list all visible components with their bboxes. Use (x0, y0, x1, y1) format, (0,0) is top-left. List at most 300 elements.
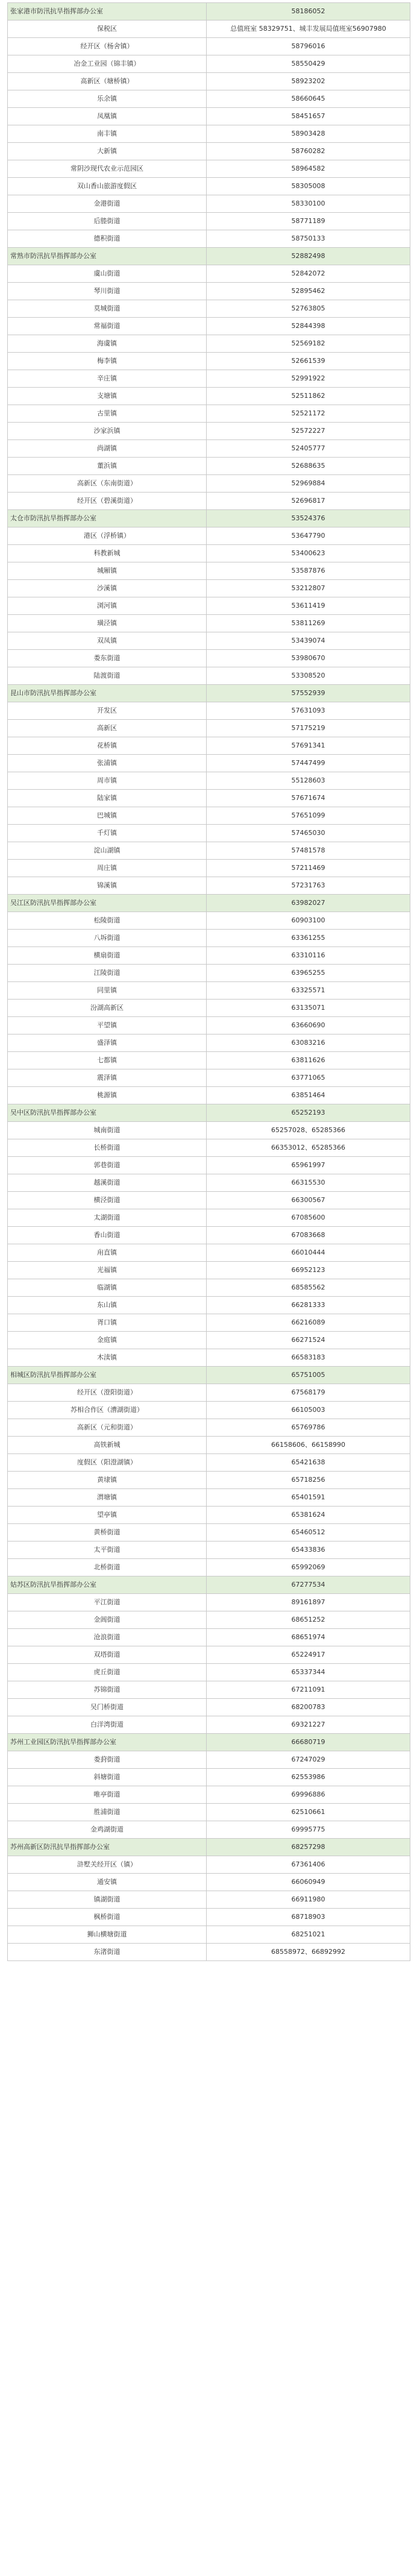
phone-number-cell: 65421638 (207, 1454, 410, 1472)
phone-number-cell: 69995775 (207, 1821, 410, 1839)
phone-number-cell: 63965255 (207, 965, 410, 982)
table-row (8, 1542, 410, 1559)
phone-number-cell: 52895462 (207, 283, 410, 300)
table-row (8, 1489, 410, 1507)
unit-name-cell: 千灯镇 (8, 825, 207, 842)
table-row (8, 1716, 410, 1734)
table-row (8, 1244, 410, 1262)
unit-name-cell: 经开区（碧溪街道） (8, 493, 207, 510)
table-row (8, 912, 410, 930)
phone-number-cell: 66583183 (207, 1349, 410, 1367)
table-row (8, 842, 410, 860)
unit-name-cell: 高新区（塘桥镇） (8, 73, 207, 90)
table-row (8, 1926, 410, 1944)
unit-name-cell: 黄埭镇 (8, 1472, 207, 1489)
phone-number-cell: 58330100 (207, 195, 410, 213)
table-row (8, 475, 410, 493)
phone-number-cell: 66010444 (207, 1244, 410, 1262)
phone-number-cell: 57175219 (207, 720, 410, 737)
phone-number-cell: 63325571 (207, 982, 410, 1000)
unit-name-cell: 汾湖高新区 (8, 1000, 207, 1017)
unit-name-cell: 震泽镇 (8, 1069, 207, 1087)
table-row (8, 1944, 410, 1961)
phone-number-cell: 58750133 (207, 230, 410, 248)
table-row (8, 1017, 410, 1034)
unit-name-cell: 董浜镇 (8, 458, 207, 475)
unit-name-cell: 金庭镇 (8, 1332, 207, 1349)
phone-number-cell: 52882498 (207, 248, 410, 265)
phone-number-cell: 52763805 (207, 300, 410, 318)
phone-number-cell: 53811269 (207, 615, 410, 632)
unit-name-cell: 香山街道 (8, 1227, 207, 1244)
phone-number-cell: 52405777 (207, 440, 410, 458)
table-row (8, 877, 410, 895)
phone-number-cell: 52569182 (207, 335, 410, 353)
unit-name-cell: 长桥街道 (8, 1139, 207, 1157)
table-header-row (8, 3, 410, 20)
table-row (8, 73, 410, 90)
phone-number-cell: 52991922 (207, 370, 410, 388)
phone-number-cell: 63361255 (207, 930, 410, 947)
table-row (8, 1909, 410, 1926)
table-row (8, 1069, 410, 1087)
unit-name-cell: 高铁新城 (8, 1437, 207, 1454)
unit-name-cell: 陆渡街道 (8, 667, 207, 685)
table-row (8, 1227, 410, 1244)
table-row (8, 790, 410, 807)
unit-name-cell: 莫城街道 (8, 300, 207, 318)
unit-name-cell: 金鸡湖街道 (8, 1821, 207, 1839)
table-row (8, 1454, 410, 1472)
unit-name-cell: 虞山街道 (8, 265, 207, 283)
table-row (8, 318, 410, 335)
unit-name-cell: 通安镇 (8, 1874, 207, 1891)
unit-name-cell: 平江街道 (8, 1594, 207, 1611)
phone-number-cell: 66680719 (207, 1734, 410, 1751)
table-row (8, 335, 410, 353)
table-row (8, 597, 410, 615)
unit-name-cell: 横扇街道 (8, 947, 207, 965)
unit-name-cell: 陆家镇 (8, 790, 207, 807)
table-row (8, 702, 410, 720)
phone-number-cell: 65257028、65285366 (207, 1122, 410, 1139)
unit-name-cell: 东渚街道 (8, 1944, 207, 1961)
table-row (8, 1891, 410, 1909)
unit-name-cell: 苏锦街道 (8, 1681, 207, 1699)
table-row (8, 423, 410, 440)
unit-name-cell: 平望镇 (8, 1017, 207, 1034)
phone-number-cell: 66300567 (207, 1192, 410, 1209)
phone-number-cell: 68200783 (207, 1699, 410, 1716)
table-row (8, 1472, 410, 1489)
flood-control-contact-table (7, 2, 410, 1961)
phone-number-cell: 69321227 (207, 1716, 410, 1734)
phone-number-cell: 52521172 (207, 405, 410, 423)
unit-name-cell: 经开区（澄阳街道） (8, 1384, 207, 1402)
unit-name-cell: 高新区（东南街道） (8, 475, 207, 493)
phone-number-cell: 65460512 (207, 1524, 410, 1542)
unit-name-cell: 江陵街道 (8, 965, 207, 982)
phone-number-cell: 52572227 (207, 423, 410, 440)
unit-name-cell: 辛庄镇 (8, 370, 207, 388)
unit-name-cell: 德积街道 (8, 230, 207, 248)
table-row (8, 90, 410, 108)
phone-number-cell: 58550429 (207, 55, 410, 73)
office-name-cell: 张家港市防汛抗旱指挥部办公室 (8, 3, 207, 20)
table-row (8, 55, 410, 73)
phone-number-cell: 65433836 (207, 1542, 410, 1559)
table-row (8, 1262, 410, 1279)
table-row (8, 1524, 410, 1542)
phone-number-cell: 65718256 (207, 1472, 410, 1489)
table-row (8, 1087, 410, 1104)
table-row (8, 1000, 410, 1017)
phone-number-cell: 53212807 (207, 580, 410, 597)
table-row (8, 1174, 410, 1192)
table-row (8, 1611, 410, 1629)
table-row (8, 20, 410, 38)
phone-number-cell: 67211091 (207, 1681, 410, 1699)
unit-name-cell: 沧浪街道 (8, 1629, 207, 1646)
unit-name-cell: 港区（浮桥镇） (8, 527, 207, 545)
unit-name-cell: 高新区（元和街道） (8, 1419, 207, 1437)
table-row (8, 493, 410, 510)
unit-name-cell: 淀山湖镇 (8, 842, 207, 860)
unit-name-cell: 望亭镇 (8, 1507, 207, 1524)
unit-name-cell: 常福街道 (8, 318, 207, 335)
unit-name-cell: 桃源镇 (8, 1087, 207, 1104)
unit-name-cell: 度假区（阳澄湖镇） (8, 1454, 207, 1472)
table-row (8, 370, 410, 388)
table-row (8, 667, 410, 685)
unit-name-cell: 张浦镇 (8, 755, 207, 772)
phone-number-cell: 53524376 (207, 510, 410, 527)
phone-number-cell: 65401591 (207, 1489, 410, 1507)
table-row (8, 1681, 410, 1699)
phone-number-cell: 57447499 (207, 755, 410, 772)
table-row (8, 562, 410, 580)
unit-name-cell: 娄东街道 (8, 650, 207, 667)
table-row (8, 1332, 410, 1349)
phone-number-cell: 65751005 (207, 1367, 410, 1384)
unit-name-cell: 临湖镇 (8, 1279, 207, 1297)
phone-number-cell: 67083668 (207, 1227, 410, 1244)
table-header-row (8, 685, 410, 702)
unit-name-cell: 古里镇 (8, 405, 207, 423)
unit-name-cell: 城南街道 (8, 1122, 207, 1139)
unit-name-cell: 浒墅关经开区（镇） (8, 1856, 207, 1874)
phone-number-cell: 58964582 (207, 160, 410, 178)
table-row (8, 1594, 410, 1611)
phone-number-cell: 66271524 (207, 1332, 410, 1349)
table-row (8, 38, 410, 55)
phone-number-cell: 67568179 (207, 1384, 410, 1402)
unit-name-cell: 盛泽镇 (8, 1034, 207, 1052)
phone-number-cell: 58660645 (207, 90, 410, 108)
table-row (8, 1192, 410, 1209)
unit-name-cell: 常阴沙现代农业示范园区 (8, 160, 207, 178)
unit-name-cell: 八坼街道 (8, 930, 207, 947)
table-row (8, 1751, 410, 1769)
unit-name-cell: 镇湖街道 (8, 1891, 207, 1909)
phone-number-cell: 69996886 (207, 1786, 410, 1804)
table-header-row (8, 1839, 410, 1856)
table-row (8, 108, 410, 125)
phone-number-cell: 66216089 (207, 1314, 410, 1332)
phone-number-cell: 67085600 (207, 1209, 410, 1227)
table-row (8, 1297, 410, 1314)
table-row (8, 265, 410, 283)
office-name-cell: 姑苏区防汛抗旱指挥部办公室 (8, 1576, 207, 1594)
unit-name-cell: 高新区 (8, 720, 207, 737)
phone-number-cell: 52688635 (207, 458, 410, 475)
unit-name-cell: 枫桥街道 (8, 1909, 207, 1926)
table-row (8, 440, 410, 458)
unit-name-cell: 城厢镇 (8, 562, 207, 580)
phone-number-cell: 67361406 (207, 1856, 410, 1874)
phone-number-cell: 68558972、66892992 (207, 1944, 410, 1961)
phone-number-cell: 67277534 (207, 1576, 410, 1594)
unit-name-cell: 横泾街道 (8, 1192, 207, 1209)
table-row (8, 1052, 410, 1069)
table-header-row (8, 1734, 410, 1751)
phone-number-cell: 52842072 (207, 265, 410, 283)
unit-name-cell: 胥口镇 (8, 1314, 207, 1332)
table-row (8, 1699, 410, 1716)
phone-number-cell: 58796016 (207, 38, 410, 55)
table-row (8, 632, 410, 650)
table-row (8, 860, 410, 877)
table-row (8, 1664, 410, 1681)
unit-name-cell: 太平街道 (8, 1542, 207, 1559)
phone-number-cell: 63135071 (207, 1000, 410, 1017)
unit-name-cell: 周庄镇 (8, 860, 207, 877)
phone-number-cell: 57651099 (207, 807, 410, 825)
table-row (8, 737, 410, 755)
phone-number-cell: 52661539 (207, 353, 410, 370)
table-row (8, 1314, 410, 1332)
table-row (8, 772, 410, 790)
table-row (8, 230, 410, 248)
table-row (8, 125, 410, 143)
unit-name-cell: 渭塘镇 (8, 1489, 207, 1507)
phone-number-cell: 65224917 (207, 1646, 410, 1664)
table-row (8, 1821, 410, 1839)
table-row (8, 1629, 410, 1646)
phone-number-cell: 89161897 (207, 1594, 410, 1611)
flood-control-contact-table-container (7, 2, 410, 1961)
unit-name-cell: 北桥街道 (8, 1559, 207, 1576)
phone-number-cell: 65961997 (207, 1157, 410, 1174)
unit-name-cell: 木渎镇 (8, 1349, 207, 1367)
phone-number-cell: 63083216 (207, 1034, 410, 1052)
table-row (8, 1769, 410, 1786)
unit-name-cell: 甪直镇 (8, 1244, 207, 1262)
unit-name-cell: 虎丘街道 (8, 1664, 207, 1681)
table-row (8, 1402, 410, 1419)
unit-name-cell: 苏相合作区（漕湖街道） (8, 1402, 207, 1419)
unit-name-cell: 越溪街道 (8, 1174, 207, 1192)
unit-name-cell: 郭巷街道 (8, 1157, 207, 1174)
phone-number-cell: 62510661 (207, 1804, 410, 1821)
phone-number-cell: 53611419 (207, 597, 410, 615)
table-row (8, 143, 410, 160)
unit-name-cell: 冶金工业园（锦丰镇） (8, 55, 207, 73)
unit-name-cell: 支塘镇 (8, 388, 207, 405)
phone-number-cell: 63982027 (207, 895, 410, 912)
office-name-cell: 常熟市防汛抗旱指挥部办公室 (8, 248, 207, 265)
table-row (8, 982, 410, 1000)
table-row (8, 178, 410, 195)
phone-number-cell: 66952123 (207, 1262, 410, 1279)
table-header-row (8, 248, 410, 265)
unit-name-cell: 吴门桥街道 (8, 1699, 207, 1716)
table-row (8, 458, 410, 475)
phone-number-cell: 53587876 (207, 562, 410, 580)
unit-name-cell: 七都镇 (8, 1052, 207, 1069)
table-row (8, 1384, 410, 1402)
unit-name-cell: 沙家浜镇 (8, 423, 207, 440)
unit-name-cell: 大新镇 (8, 143, 207, 160)
unit-name-cell: 开发区 (8, 702, 207, 720)
phone-number-cell: 57671674 (207, 790, 410, 807)
phone-number-cell: 68251021 (207, 1926, 410, 1944)
phone-number-cell: 66281333 (207, 1297, 410, 1314)
table-row (8, 1646, 410, 1664)
phone-number-cell: 57552939 (207, 685, 410, 702)
unit-name-cell: 花桥镇 (8, 737, 207, 755)
office-name-cell: 相城区防汛抗旱指挥部办公室 (8, 1367, 207, 1384)
table-header-row (8, 510, 410, 527)
phone-number-cell: 66911980 (207, 1891, 410, 1909)
table-row (8, 353, 410, 370)
office-name-cell: 吴江区防汛抗旱指挥部办公室 (8, 895, 207, 912)
table-row (8, 1122, 410, 1139)
unit-name-cell: 乐余镇 (8, 90, 207, 108)
unit-name-cell: 沙溪镇 (8, 580, 207, 597)
phone-number-cell: 65252193 (207, 1104, 410, 1122)
unit-name-cell: 狮山横塘街道 (8, 1926, 207, 1944)
phone-number-cell: 52969884 (207, 475, 410, 493)
phone-number-cell: 53439074 (207, 632, 410, 650)
phone-number-cell: 66315530 (207, 1174, 410, 1192)
unit-name-cell: 南丰镇 (8, 125, 207, 143)
unit-name-cell: 太湖街道 (8, 1209, 207, 1227)
table-row (8, 1507, 410, 1524)
table-row (8, 965, 410, 982)
phone-number-cell: 53400623 (207, 545, 410, 562)
table-row (8, 825, 410, 842)
phone-number-cell: 66060949 (207, 1874, 410, 1891)
phone-number-cell: 57631093 (207, 702, 410, 720)
phone-number-cell: 65769786 (207, 1419, 410, 1437)
unit-name-cell: 璜泾镇 (8, 615, 207, 632)
phone-number-cell: 52696817 (207, 493, 410, 510)
unit-name-cell: 松陵街道 (8, 912, 207, 930)
unit-name-cell: 金港街道 (8, 195, 207, 213)
table-row (8, 545, 410, 562)
table-header-row (8, 1367, 410, 1384)
phone-number-cell: 58923202 (207, 73, 410, 90)
phone-number-cell: 57691341 (207, 737, 410, 755)
unit-name-cell: 金阊街道 (8, 1611, 207, 1629)
phone-number-cell: 68651252 (207, 1611, 410, 1629)
phone-number-cell: 52844398 (207, 318, 410, 335)
unit-name-cell: 东山镇 (8, 1297, 207, 1314)
table-row (8, 405, 410, 423)
unit-name-cell: 经开区（杨舍镇） (8, 38, 207, 55)
phone-number-cell: 66353012、65285366 (207, 1139, 410, 1157)
table-row (8, 388, 410, 405)
unit-name-cell: 娄葑街道 (8, 1751, 207, 1769)
phone-number-cell: 52511862 (207, 388, 410, 405)
table-row (8, 213, 410, 230)
phone-number-cell: 67247029 (207, 1751, 410, 1769)
table-row (8, 1856, 410, 1874)
table-row (8, 195, 410, 213)
table-row (8, 615, 410, 632)
unit-name-cell: 胜浦街道 (8, 1804, 207, 1821)
phone-number-cell: 58760282 (207, 143, 410, 160)
phone-number-cell: 63851464 (207, 1087, 410, 1104)
unit-name-cell: 琴川街道 (8, 283, 207, 300)
table-row (8, 1139, 410, 1157)
phone-number-cell: 58305008 (207, 178, 410, 195)
unit-name-cell: 黄桥街道 (8, 1524, 207, 1542)
unit-name-cell: 斜塘街道 (8, 1769, 207, 1786)
phone-number-cell: 57231763 (207, 877, 410, 895)
unit-name-cell: 保税区 (8, 20, 207, 38)
table-row (8, 1804, 410, 1821)
office-name-cell: 太仓市防汛抗旱指挥部办公室 (8, 510, 207, 527)
phone-number-cell: 63771065 (207, 1069, 410, 1087)
table-row (8, 1786, 410, 1804)
phone-number-cell: 57481578 (207, 842, 410, 860)
table-row (8, 807, 410, 825)
table-row (8, 1419, 410, 1437)
phone-number-cell: 68585562 (207, 1279, 410, 1297)
phone-number-cell: 63660690 (207, 1017, 410, 1034)
phone-number-cell: 68257298 (207, 1839, 410, 1856)
table-row (8, 300, 410, 318)
unit-name-cell: 科教新城 (8, 545, 207, 562)
phone-number-cell: 63811626 (207, 1052, 410, 1069)
table-row (8, 580, 410, 597)
office-name-cell: 苏州高新区防汛抗旱指挥部办公室 (8, 1839, 207, 1856)
phone-number-cell: 68718903 (207, 1909, 410, 1926)
phone-number-cell: 58771189 (207, 213, 410, 230)
table-row (8, 283, 410, 300)
phone-number-cell: 66105003 (207, 1402, 410, 1419)
unit-name-cell: 后塍街道 (8, 213, 207, 230)
unit-name-cell: 同里镇 (8, 982, 207, 1000)
phone-number-cell: 57211469 (207, 860, 410, 877)
phone-number-cell: 62553986 (207, 1769, 410, 1786)
table-row (8, 1279, 410, 1297)
phone-number-cell: 53308520 (207, 667, 410, 685)
phone-number-cell: 55128603 (207, 772, 410, 790)
unit-name-cell: 浏河镇 (8, 597, 207, 615)
phone-number-cell: 58451657 (207, 108, 410, 125)
table-row (8, 930, 410, 947)
phone-number-cell: 65337344 (207, 1664, 410, 1681)
unit-name-cell: 双塔街道 (8, 1646, 207, 1664)
office-name-cell: 苏州工业园区防汛抗旱指挥部办公室 (8, 1734, 207, 1751)
phone-number-cell: 66158606、66158990 (207, 1437, 410, 1454)
phone-number-cell: 58903428 (207, 125, 410, 143)
phone-number-cell: 65992069 (207, 1559, 410, 1576)
table-row (8, 160, 410, 178)
